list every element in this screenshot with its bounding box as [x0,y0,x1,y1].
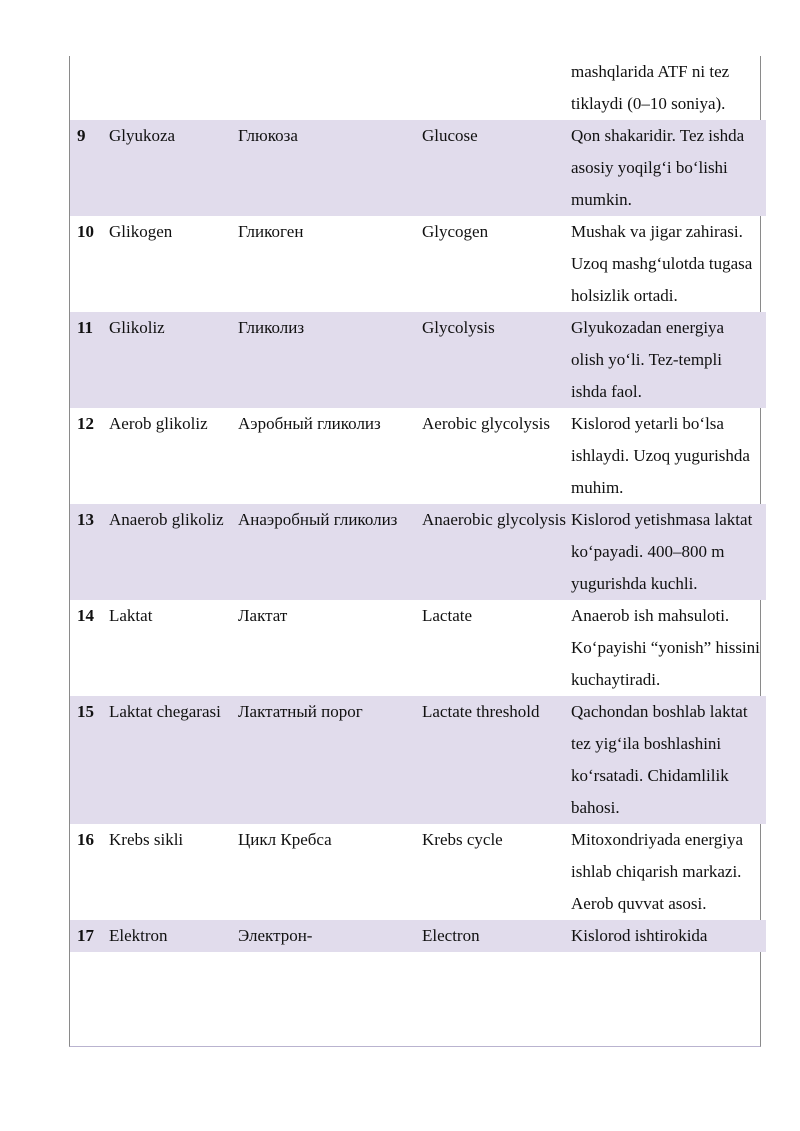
term-english: Glucose [422,120,570,216]
term-number: 13 [70,504,109,600]
term-number: 11 [70,312,109,408]
glossary-table [70,56,766,952]
term-description: Mushak va jigar zahirasi. Uzoq mashg‘ulotda tugasa holsizlik ortadi. [571,222,753,305]
term-russian: Лактат [238,606,288,625]
term-russian: Глюкоза [238,120,422,216]
term-russian: Аэробный гликолиз [238,414,381,433]
term-description: Qachondan boshlab laktat tez yig‘ila boshlashini ko‘rsatadi. Chidamlilik bahosi. [570,696,766,824]
term-russian [238,56,422,120]
term-uzbek: Aerob glikoliz [109,414,208,433]
table-row [70,56,766,120]
term-description: Anaerob ish mahsuloti. Ko‘payishi “yonish” hissini kuchaytiradi. [571,606,760,689]
term-uzbek: Glikoliz [109,312,238,408]
term-description: Kislorod yetarli bo‘lsa ishlaydi. Uzoq yugurishda muhim. [571,414,750,497]
term-russian: Анаэробный гликолиз [238,504,422,600]
term-uzbek: Krebs sikli [109,830,184,849]
table-row [70,920,766,952]
table-row [70,408,766,504]
term-number: 14 [77,606,94,625]
term-number [70,56,109,120]
term-uzbek: Elektron [109,920,238,952]
term-english: Lactate [422,606,473,625]
term-english: Glycogen [422,222,489,241]
term-english: Lactate threshold [422,696,570,824]
glossary-table-frame [69,56,761,1047]
term-number: 9 [70,120,109,216]
term-number: 15 [70,696,109,824]
term-description: Qon shakaridir. Tez ishda asosiy yoqilg‘i bo‘lishi mumkin. [570,120,766,216]
term-uzbek: Glikogen [109,222,173,241]
table-row [70,600,766,696]
term-russian: Лактатный порог [238,696,422,824]
term-description: mashqlarida ATF ni tez tiklaydi (0–10 soniya). [571,62,730,113]
table-row [70,120,766,216]
table-row [70,824,766,920]
term-number: 17 [70,920,109,952]
term-uzbek [109,56,238,120]
term-description: Glyukozadan energiya olish yo‘li. Tez-templi ishda faol. [570,312,766,408]
term-english: Krebs cycle [422,830,503,849]
term-english: Aerobic glycolysis [422,414,550,433]
table-row [70,696,766,824]
term-russian: Гликоген [238,222,304,241]
term-number: 16 [77,830,94,849]
term-description: Kislorod ishtirokida [570,920,766,952]
term-russian: Электрон- [238,920,422,952]
term-uzbek: Laktat [109,606,153,625]
table-row [70,504,766,600]
term-english [422,56,570,120]
table-row [70,216,766,312]
term-uzbek: Laktat chegarasi [109,696,238,824]
term-description: Kislorod yetishmasa laktat ko‘payadi. 400–800 m yugurishda kuchli. [570,504,766,600]
term-russian: Гликолиз [238,312,422,408]
term-english: Glycolysis [422,312,570,408]
term-number: 10 [77,222,94,241]
term-uzbek: Anaerob glikoliz [109,504,238,600]
term-description: Mitoxondriyada energiya ishlab chiqarish markazi. Aerob quvvat asosi. [571,830,744,913]
term-english: Electron [422,920,570,952]
term-english: Anaerobic glycolysis [422,504,570,600]
term-number: 12 [77,414,94,433]
table-row [70,312,766,408]
term-uzbek: Glyukoza [109,120,238,216]
term-russian: Цикл Кребса [238,830,332,849]
